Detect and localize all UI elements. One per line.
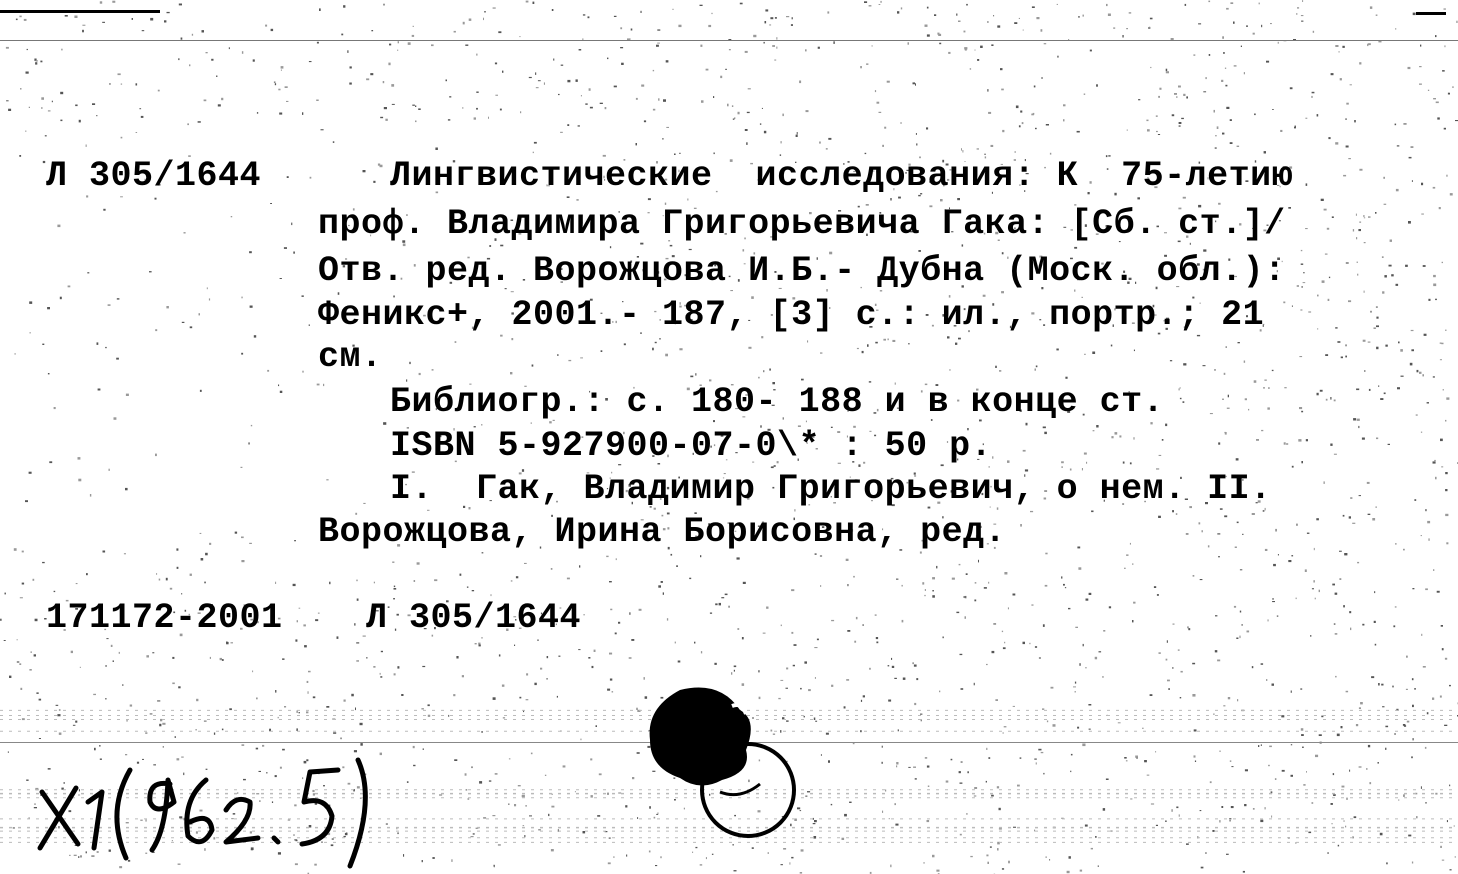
header-rule (0, 40, 1458, 41)
tracing-line-2: Ворожцова, Ирина Борисовна, ред. (318, 512, 1007, 552)
top-right-rule (1416, 12, 1446, 15)
isbn-note: ISBN 5-927900-07-0\* : 50 р. (390, 426, 993, 466)
accession-number: 171172-2001 (46, 598, 283, 638)
entry-line-4: Феникс+, 2001.- 187, [3] с.: ил., портр.; 21 (318, 295, 1265, 335)
entry-line-5: см. (318, 337, 383, 377)
entry-line-1: Лингвистические исследования: К 75-летию (390, 156, 1294, 196)
shelf-number-repeat: Л 305/1644 (366, 598, 582, 638)
bibliography-note: Библиогр.: с. 180- 188 и в конце ст. (390, 382, 1165, 422)
entry-line-3: Отв. ред. Ворожцова И.Б.- Дубна (Моск. обл.): (318, 251, 1286, 291)
tracing-line-1: I. Гак, Владимир Григорьевич, о нем. II. (390, 469, 1272, 509)
punch-hole-blot (640, 680, 810, 850)
call-number: Л 305/1644 (46, 156, 262, 196)
entry-line-2: проф. Владимира Григорьевича Гака: [Сб. ст.]/ (318, 204, 1286, 244)
handwritten-classification (20, 740, 380, 870)
top-left-rule (0, 10, 160, 13)
